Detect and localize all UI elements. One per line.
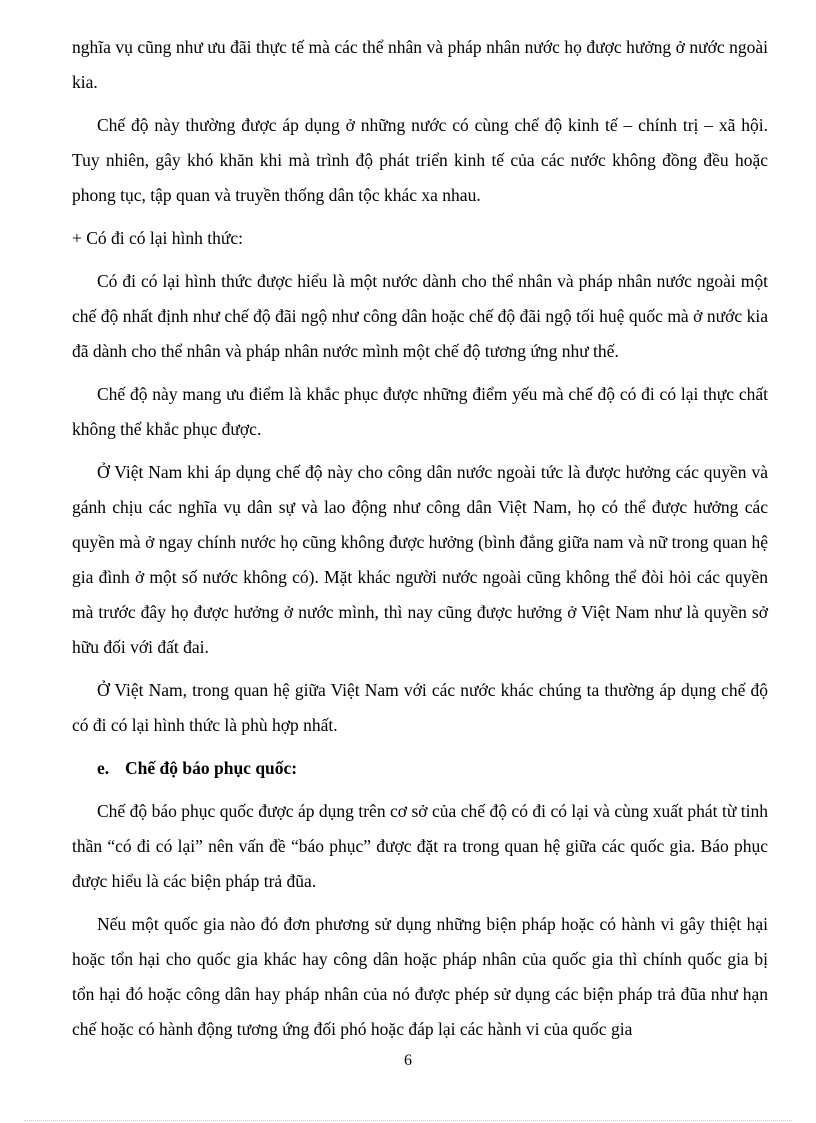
page-bottom-divider [24, 1120, 792, 1121]
page-number: 6 [404, 1052, 412, 1069]
document-page [72, 30, 768, 1055]
paragraph: Chế độ này thường được áp dụng ở những nước có cùng chế độ kinh tế – chính trị – xã hội. Tuy nhiên, gây khó khăn khi mà trình độ phát triển kinh tế của các nước không đồng đều hoặc phong tục, tập quan và truyền thống dân tộc khác xa nhau. [72, 115, 768, 205]
section-marker: e. [97, 758, 110, 778]
subheading-formal-reciprocity: + Có đi có lại hình thức: [72, 228, 244, 248]
paragraph: Có đi có lại hình thức được hiểu là một nước dành cho thể nhân và pháp nhân nước ngoài một chế độ nhất định như chế độ đãi ngộ như công dân hoặc chế độ đãi ngộ tối huệ quốc mà ở nước kia đã dành cho thể nhân và pháp nhân nước mình một chế độ tương ứng như thế. [72, 271, 768, 361]
paragraph: Chế độ này mang ưu điểm là khắc phục được những điểm yếu mà chế độ có đi có lại thực chất không thể khắc phục được. [72, 384, 768, 439]
paragraph-continuation: nghĩa vụ cũng như ưu đãi thực tế mà các thể nhân và pháp nhân nước họ được hưởng ở nước ngoài kia. [72, 37, 768, 92]
section-heading [72, 751, 768, 786]
paragraph: Ở Việt Nam khi áp dụng chế độ này cho công dân nước ngoài tức là được hưởng các quyền và gánh chịu các nghĩa vụ dân sự và lao động như công dân Việt Nam, họ có thể được hưởng các quyền mà ở ngay chính nước họ cũng không được hưởng (bình đẳng giữa nam và nữ trong quan hệ gia đình ở một số nước không có). Mặt khác người nước ngoài cũng không thể đòi hỏi các quyền mà trước đây họ được hưởng ở nước mình, thì nay cũng được hưởng ở Việt Nam như là quyền sở hữu đối với đất đai. [72, 462, 768, 657]
section-title: Chế độ báo phục quốc: [125, 758, 298, 778]
paragraph: Ở Việt Nam, trong quan hệ giữa Việt Nam với các nước khác chúng ta thường áp dụng chế độ có đi có lại hình thức là phù hợp nhất. [72, 680, 768, 735]
paragraph: Chế độ báo phục quốc được áp dụng trên cơ sở của chế độ có đi có lại và cùng xuất phát từ tinh thần “có đi có lại” nên vấn đề “báo phục” được đặt ra trong quan hệ giữa các quốc gia. Báo phục được hiểu là các biện pháp trả đũa. [72, 801, 768, 891]
paragraph: Nếu một quốc gia nào đó đơn phương sử dụng những biện pháp hoặc có hành vi gây thiệt hại hoặc tổn hại cho quốc gia khác hay công dân hoặc pháp nhân của quốc gia thì chính quốc gia bị tổn hại đó hoặc công dân hay pháp nhân của nó được phép sử dụng các biện pháp trả đũa như hạn chế hoặc có hành động tương ứng đối phó hoặc đáp lại các hành vi của quốc gia [72, 914, 768, 1039]
